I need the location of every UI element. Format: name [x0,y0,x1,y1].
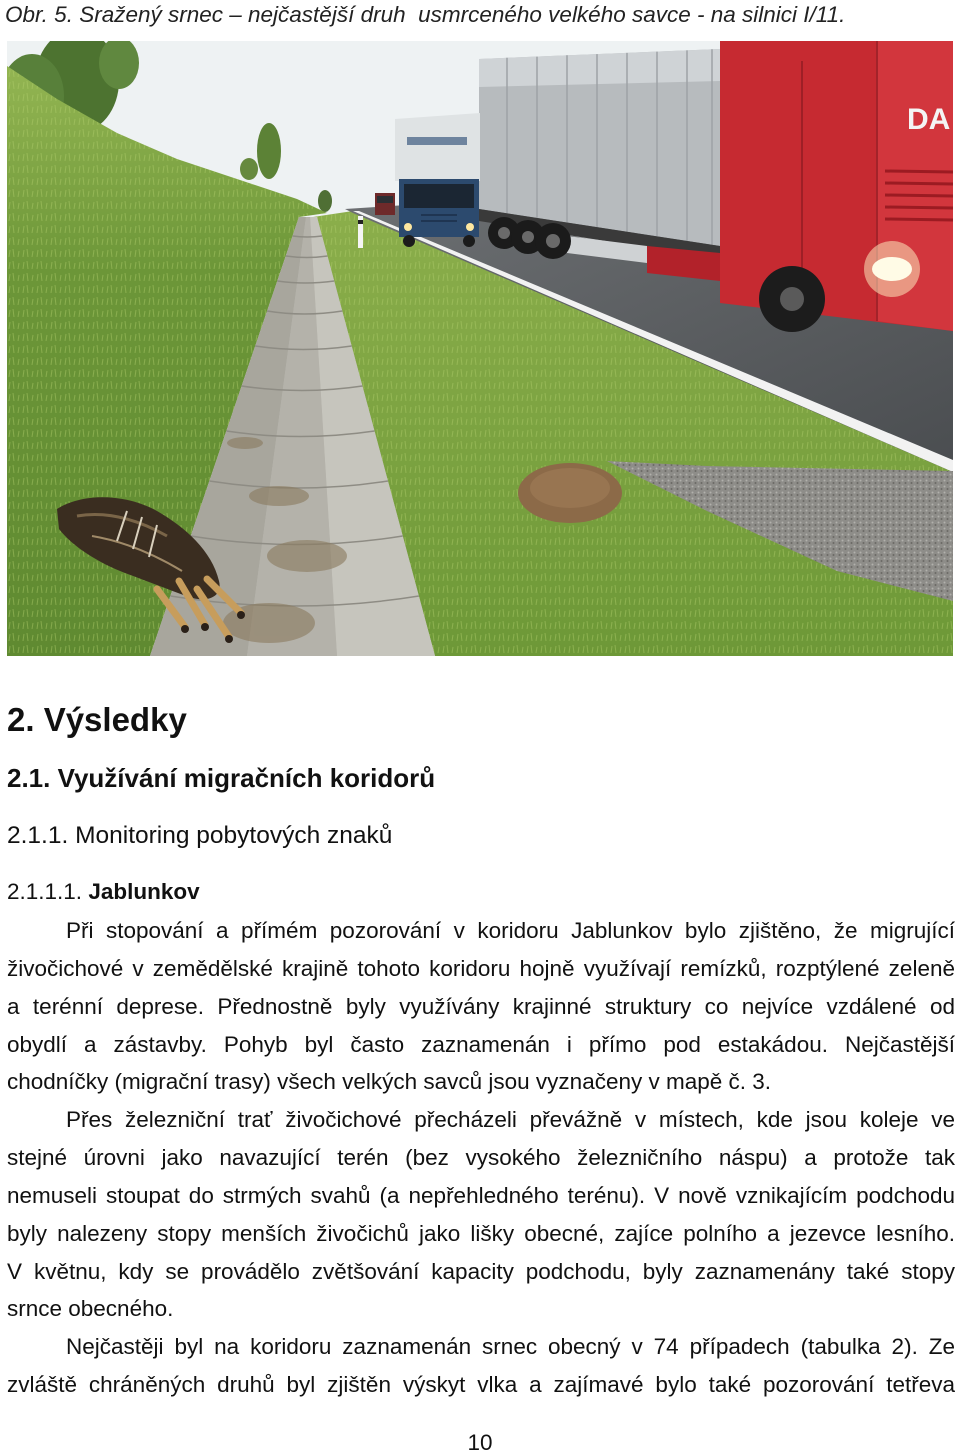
truck-headlight [872,257,912,281]
page-number: 10 [467,1430,493,1455]
body-text [7,912,955,1404]
text-line: nemuseli stoupat do strmých svahů (a nepřehledného terénu). V nově vznikajícím podchodu [7,1182,955,1208]
paragraph [7,912,955,1101]
paragraph [7,1101,955,1328]
distant-car [375,193,395,215]
delineator-post [358,216,363,248]
paragraph-heading-number: 2.1.1.1. [7,879,83,904]
text-line: Při stopování a přímém pozorování v koridoru Jablunkov bylo zjištěno, že migrující [66,918,955,943]
silver-trailer [479,49,720,281]
text-line: byly nalezeny stopy menších živočichů jako lišky obecné, zajíce polního a jezevce lesního. [7,1220,955,1246]
text-line: V květnu, kdy se provádělo zvětšování kapacity podchodu, byly zaznamenány také stopy [7,1258,955,1284]
paragraph-heading [7,877,200,907]
text-line: Přes železniční trať živočichové přecházeli převážně v místech, kde jsou koleje ve [66,1107,955,1133]
text-line: Nejčastěji byl na koridoru zaznamenán srnec obecný v 74 případech (tabulka 2). Ze [66,1334,955,1360]
text-line: živočichové v zemědělské krajině tohoto koridoru hojně využívají remízků, rozptýlené zeleně [7,955,955,981]
text-line: a terénní deprese. Přednostně byly využívány krajinné struktury co nejvíce vzdálené od [7,993,955,1019]
text-line: srnce obecného. [7,1296,174,1322]
red-truck-cab [720,41,953,332]
blue-truck [395,113,480,247]
subsubsection-heading: 2.1.1. Monitoring pobytových znaků [7,822,393,849]
truck-logo: DA [907,103,951,136]
text-line: obydlí a zástavby. Pohyb byl často zaznamenán i přímo pod estakádou. Nejčastější [7,1031,955,1057]
section-heading: 2. Výsledky [7,701,187,738]
roadside-photo [7,41,953,656]
text-line: stejné úrovni jako navazující terén (bez vysokého železničního náspu) a protože tak [7,1145,955,1171]
text-line: chodníčky (migrační trasy) všech velkých savců jsou vyznačeny v mapě č. 3. [7,1069,772,1095]
subsection-heading: 2.1. Využívání migračních koridorů [7,763,436,793]
figure-caption: Obr. 5. Sražený srnec – nejčastější druh usmrceného velkého savce - na silnici I/11. [5,2,846,27]
text-line: zvláště chráněných druhů byl zjištěn výskyt vlka a zajímavé bylo také pozorování tetřeva [7,1372,955,1398]
paragraph [7,1328,955,1404]
paragraph-heading-title: Jablunkov [88,879,200,904]
